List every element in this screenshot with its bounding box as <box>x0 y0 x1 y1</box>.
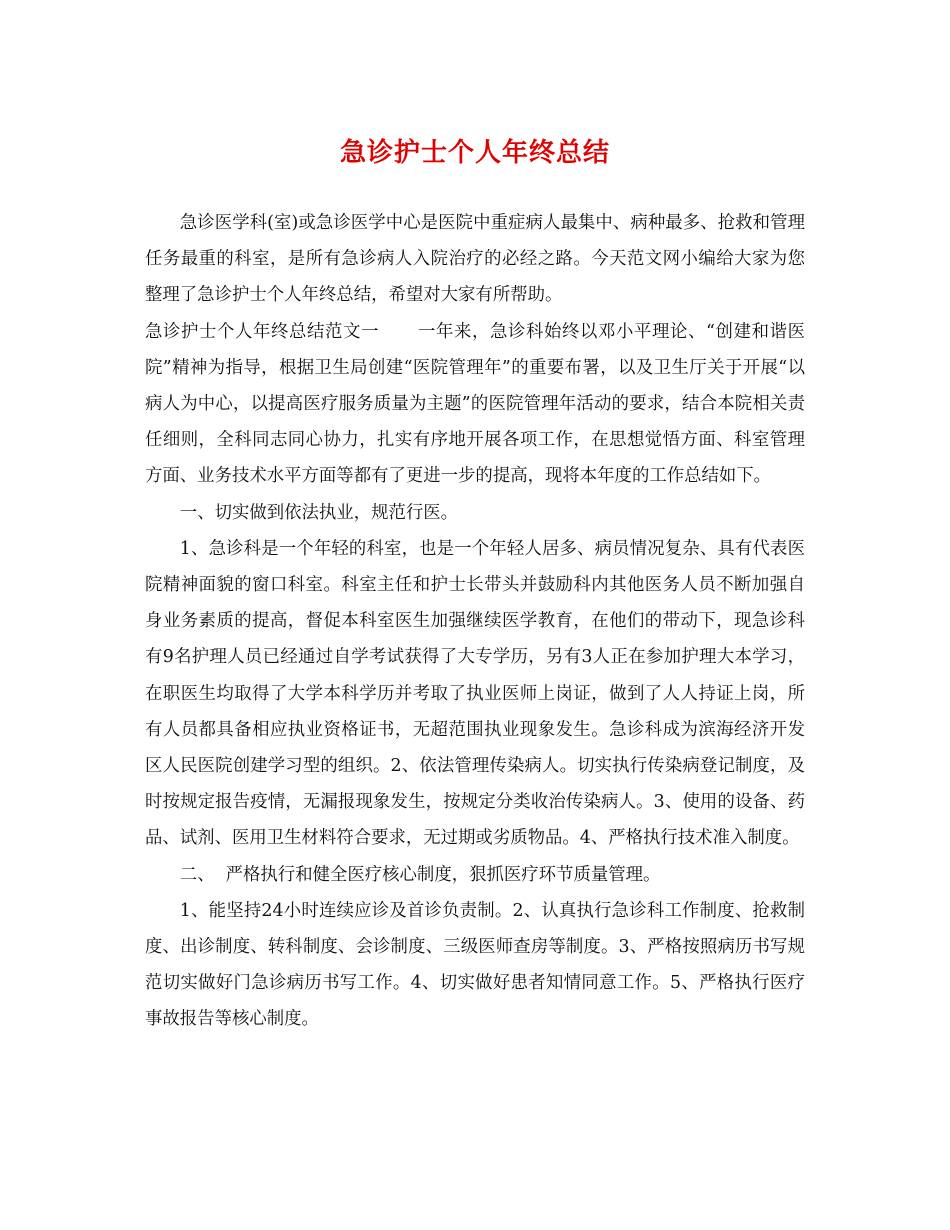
section1-heading: 一、切实做到依法执业，规范行医。 <box>179 502 459 523</box>
document-body <box>145 205 805 1038</box>
section2-heading: 二、 严格执行和健全医疗核心制度，狠抓医疗环节质量管理。 <box>179 864 661 885</box>
section2-paragraph: 1、能坚持24小时连续应诊及首诊负责制。2、认真执行急诊科工作制度、抢救制度、出诊制度、转科制度、会诊制度、三级医师查房等制度。3、严格按照病历书写规范切实做好门急诊病历书写工作。4、切实做好患者知情同意工作。5、严格执行医疗事故报告等核心制度。 <box>145 900 805 1030</box>
sample-paragraph <box>145 314 805 495</box>
intro-paragraph: 急诊医学科(室)或急诊医学中心是医院中重症病人最集中、病种最多、抢救和管理任务最重的科室，是所有急诊病人入院治疗的必经之路。今天范文网小编给大家为您整理了急诊护士个人年终总结，希望对大家有所帮助。 <box>145 213 805 306</box>
sample-heading: 急诊护士个人年终总结范文一 <box>145 321 380 342</box>
document-title: 急诊护士个人年终总结 <box>339 138 610 168</box>
section1-paragraph: 1、急诊科是一个年轻的科室，也是一个年轻人居多、病员情况复杂、具有代表医院精神面貌的窗口科室。科室主任和护士长带头并鼓励科内其他医务人员不断加强自身业务素质的提高，督促本科室医生加强继续医学教育，在他们的带动下，现急诊科有9名护理人员已经通过自学考试获得了大专学历，另有3人正在参加护理大本学习，在职医生均取得了大学本科学历并考取了执业医师上岗证，做到了人人持证上岗，所有人员都具备相应执业资格证书，无超范围执业现象发生。急诊科成为滨海经济开发区人民医院创建学习型的组织。2、依法管理传染病人。切实执行传染病登记制度，及时按规定报告疫情，无漏报现象发生，按规定分类收治传染病人。3、使用的设备、药品、试剂、医用卫生材料符合要求，无过期或劣质物品。4、严格执行技术准入制度。 <box>145 538 805 849</box>
sample-body: 一年来，急诊科始终以邓小平理论、“创建和谐医院”精神为指导，根据卫生局创建“医院管理年”的重要布署，以及卫生厅关于开展“以病人为中心，以提高医疗服务质量为主题”的医院管理年活动的要求，结合本院相关责任细则，全科同志同心协力，扎实有序地开展各项工作，在思想觉悟方面、科室管理方面、业务技术水平方面等都有了更进一步的提高，现将本年度的工作总结如下。 <box>145 321 805 487</box>
